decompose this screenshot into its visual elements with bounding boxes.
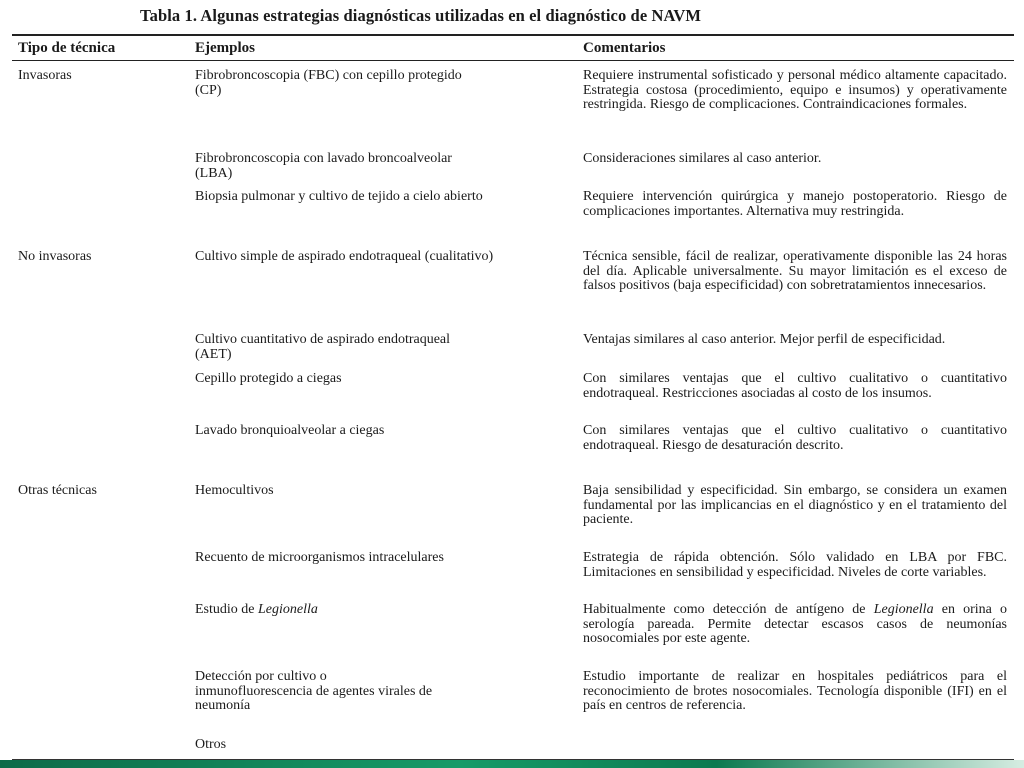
example: Detección por cultivo o inmunofluorescencia de agentes virales de neumonía [195, 669, 433, 714]
example-organism-name: Legionella [258, 602, 318, 617]
footer-accent-bar [0, 760, 1024, 768]
example-text: Estudio de [195, 602, 255, 617]
comment-organism-name: Legionella [873, 602, 934, 617]
example: Fibrobroncoscopia con lavado broncoalveolar (LBA) [195, 151, 452, 181]
top-rule [12, 34, 1014, 36]
comment: Estrategia de rápida obtención. Sólo validado en LBA por FBC. Limitaciones en sensibilidad y especificidad. Niveles de corte variables. [583, 550, 1007, 580]
comment: Requiere intervención quirúrgica y manejo postoperatorio. Riesgo de complicaciones importantes. Alternativa muy restringida. [583, 189, 1007, 219]
example: Otros [195, 737, 227, 752]
comment: Baja sensibilidad y especificidad. Sin embargo, se considera un examen fundamental por las implicancias en el diagnóstico y en el tratamiento del paciente. [583, 483, 1007, 528]
example: Cultivo simple de aspirado endotraqueal (cualitativo) [195, 249, 494, 264]
column-header-type: Tipo de técnica [18, 40, 116, 56]
example: Cepillo protegido a ciegas [195, 371, 342, 386]
example: Lavado bronquioalveolar a ciegas [195, 423, 385, 438]
comment: Técnica sensible, fácil de realizar, operativamente disponible las 24 horas del día. Aplicable universalmente. Su mayor limitación es el exceso de falsos positivos (baja especificidad) con sobretratamientos innecesarios. [583, 249, 1007, 294]
example [195, 603, 565, 618]
column-header-examples: Ejemplos [195, 40, 255, 56]
technique-type: Invasoras [18, 68, 72, 83]
example: Cultivo cuantitativo de aspirado endotraqueal (AET) [195, 332, 451, 362]
comment: Estudio importante de realizar en hospitales pediátricos para el reconocimiento de brotes nosocomiales. Tecnología disponible (IFI) en el país en centros de referencia. [583, 669, 1007, 714]
comment-text: en orina o serología pareada. Permite detectar escasos casos de neumonías nosocomiales por este agente. [583, 602, 1008, 647]
comment: Requiere instrumental sofisticado y personal médico altamente capacitado. Estrategia costosa (procedimiento, equipo e insumos) y operativamente restringida. Riesgo de complicaciones. Contraindicaciones formales. [583, 68, 1007, 113]
comment [583, 603, 1007, 647]
table-title: Tabla 1. Algunas estrategias diagnósticas utilizadas en el diagnóstico de NAVM [140, 6, 702, 25]
technique-type: Otras técnicas [18, 483, 97, 498]
comment: Con similares ventajas que el cultivo cualitativo o cuantitativo endotraqueal. Restricciones asociadas al costo de los insumos. [583, 371, 1007, 401]
example: Recuento de microorganismos intracelulares [195, 550, 444, 565]
column-header-comments: Comentarios [583, 40, 666, 56]
header-rule [12, 60, 1014, 61]
example: Biopsia pulmonar y cultivo de tejido a cielo abierto [195, 189, 483, 204]
technique-type: No invasoras [18, 249, 92, 264]
example: Fibrobroncoscopia (FBC) con cepillo protegido (CP) [195, 68, 462, 98]
comment: Con similares ventajas que el cultivo cualitativo o cuantitativo endotraqueal. Riesgo de desaturación descrito. [583, 423, 1007, 453]
example: Hemocultivos [195, 483, 274, 498]
comment-text: Habitualmente como detección de antígeno de [583, 602, 866, 617]
comment: Consideraciones similares al caso anterior. [583, 151, 822, 166]
comment: Ventajas similares al caso anterior. Mejor perfil de especificidad. [583, 332, 946, 347]
